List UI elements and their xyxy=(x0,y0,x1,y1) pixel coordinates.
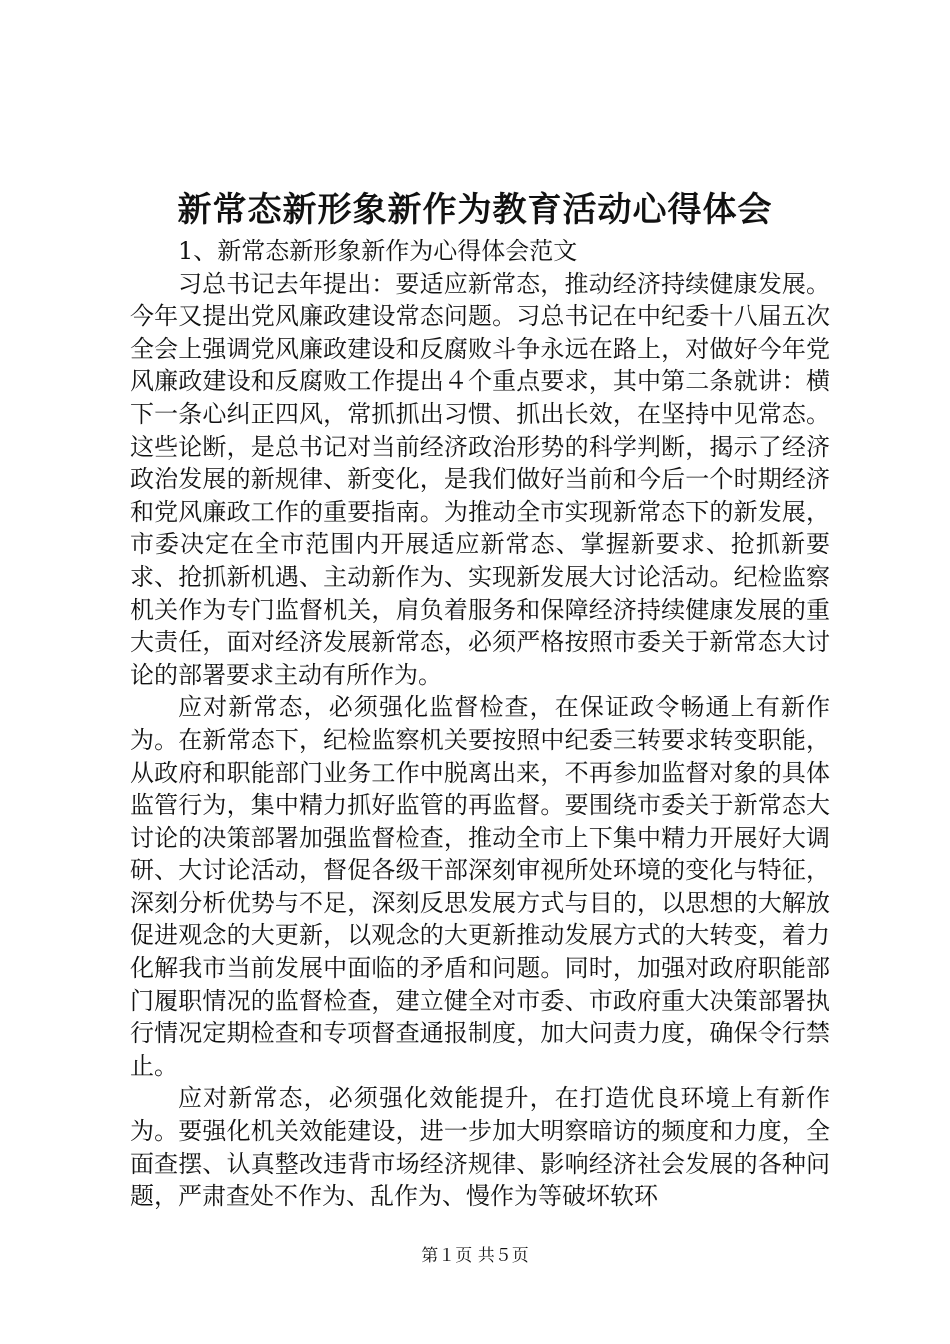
paragraph-1: 习总书记去年提出：要适应新常态，推动经济持续健康发展。今年又提出党风廉政建设常态问题。习总书记在中纪委十八届五次全会上强调党风廉政建设和反腐败斗争永远在路上，对做好今年党风廉政建设和反腐败工作提出４个重点要求，其中第二条就讲：横下一条心纠正四风，常抓抓出习惯、抓出长效，在坚持中见常态。这些论断，是总书记对当前经济政治形势的科学判断，揭示了经济政治发展的新规律、新变化，是我们做好当前和今后一个时期经济和党风廉政工作的重要指南。为推动全市实现新常态下的新发展，市委决定在全市范围内开展适应新常态、掌握新要求、抢抓新要求、抢抓新机遇、主动新作为、实现新发展大讨论活动。纪检监察机关作为专门监督机关，肩负着服务和保障经济持续健康发展的重大责任，面对经济发展新常态，必须严格按照市委关于新常态大讨论的部署要求主动有所作为。 xyxy=(130,269,830,689)
document-body xyxy=(130,235,830,1213)
paragraph-3: 应对新常态，必须强化效能提升，在打造优良环境上有新作为。要强化机关效能建设，进一步加大明察暗访的频度和力度，全面查摆、认真整改违背市场经济规律、影响经济社会发展的各种问题，严肃查处不作为、乱作为、慢作为等破坏软环 xyxy=(130,1084,830,1211)
document-title: 新常态新形象新作为教育活动心得体会 xyxy=(177,190,773,230)
section-subheading: 1、新常态新形象新作为心得体会范文 xyxy=(178,237,578,265)
page-number-footer: 第１页 共５页 xyxy=(421,1246,529,1266)
paragraph-2: 应对新常态，必须强化监督检查，在保证政令畅通上有新作为。在新常态下，纪检监察机关要按照中纪委三转要求转变职能，从政府和职能部门业务工作中脱离出来，不再参加监督对象的具体监管行为，集中精力抓好监管的再监督。要围绕市委关于新常态大讨论的决策部署加强监督检查，推动全市上下集中精力开展好大调研、大讨论活动，督促各级干部深刻审视所处环境的变化与特征，深刻分析优势与不足，深刻反思发展方式与目的，以思想的大解放促进观念的大更新，以观念的大更新推动发展方式的大转变，着力化解我市当前发展中面临的矛盾和问题。同时，加强对政府职能部门履职情况的监督检查，建立健全对市委、市政府重大决策部署执行情况定期检查和专项督查通报制度，加大问责力度，确保令行禁止。 xyxy=(130,693,830,1080)
